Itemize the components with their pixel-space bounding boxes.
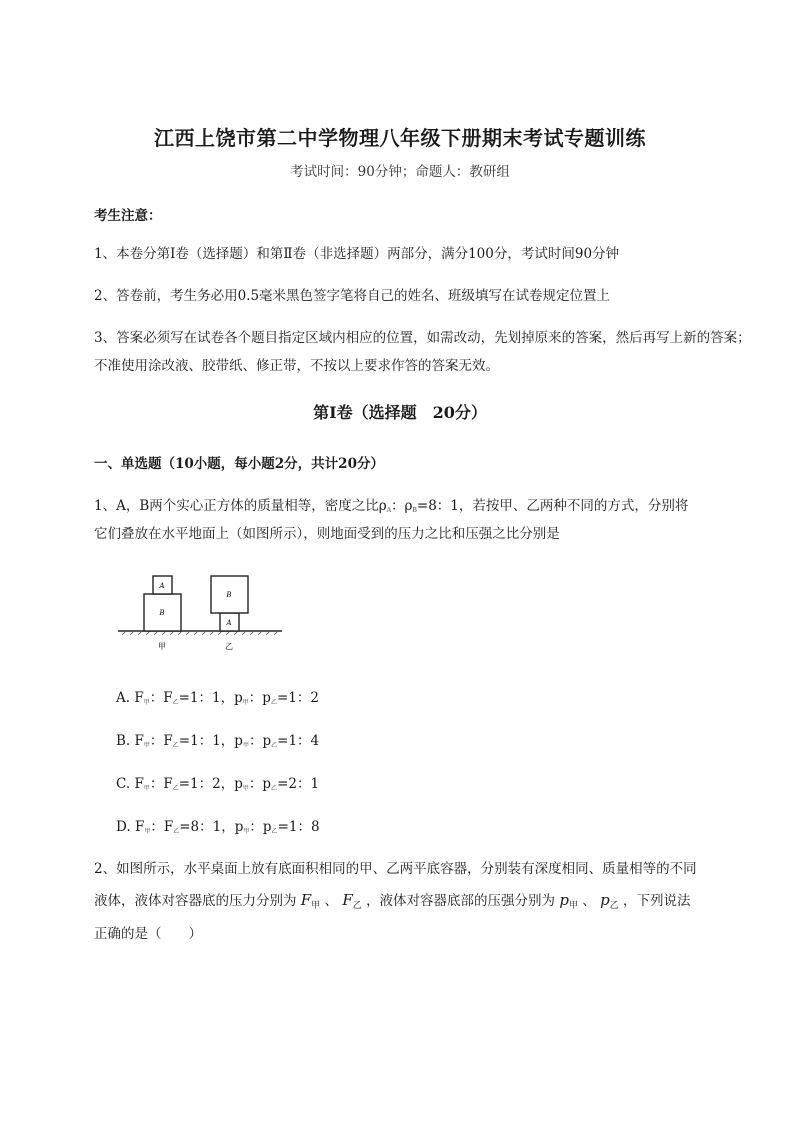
question-1-figure [116,572,286,658]
notice-item-1: 1、本卷分第I卷（选择题）和第Ⅱ卷（非选择题）两部分，满分100分，考试时间90分钟 [94,246,620,262]
exam-subtitle: 考试时间：90分钟；命题人：教研组 [290,164,510,180]
option-d[interactable]: D. $F_甲$：$F_乙=8$：1，$p_甲$：$p_乙=1$：8 [116,819,320,835]
question-2-line-1: 2、如图所示，水平桌面上放有底面积相同的甲、乙两平底容器，分别装有深度相同、质量相等的不同 [94,861,697,877]
jia-block-a-label: A [159,582,165,590]
yi-block-b-label: B [226,591,232,599]
notice-item-3: 3、答案必须写在试卷各个题目指定区域内相应的位置，如需改动，先划掉原来的答案，然后再写上新的答案；不准使用涂改液、胶带纸、修正带，不按以上要求作答的答案无效。 [94,330,751,374]
symbol-f-jia: $F_甲$ [300,891,321,911]
option-c[interactable]: C. $F_甲$：$F_乙=1$：2，$p_甲$：$p_乙=2$：1 [116,776,320,792]
part-heading: 一、单选题（10小题，每小题2分，共计20分） [94,456,384,472]
option-b[interactable]: B. $F_甲$：$F_乙=1$：1，$p_甲$：$p_乙=1$：4 [116,733,320,749]
symbol-p-yi: $p_乙$ [600,891,619,911]
symbol-f-yi: $F_乙$ [342,891,362,911]
section-title: 第I卷（选择题 20分） [313,403,487,422]
yi-block-a-label: A [226,619,232,627]
q1-text-c: =8：1，若按甲、乙两种不同的方式，分别将 [416,498,689,514]
question-1-line-2: 它们叠放在水平地面上（如图所示），则地面受到的压力之比和压强之比分别是 [94,526,560,542]
question-2-line-2: 液体，液体对容器底的压力分别为 $F_甲$ 、 $F_乙$ ，液体对容器底部的压强分别为 $p_甲$ 、 $p_乙$ ，下列说法 [94,891,691,911]
symbol-p-jia: $p_甲$ [559,891,578,911]
figure-label-yi: 乙 [225,642,233,651]
stacked-blocks-diagram [116,572,286,654]
option-a[interactable]: A. $F_甲$：$F_乙=1$：1，$p_甲$：$p_乙=1$：2 [116,690,319,706]
rho-a-subscript: A [386,507,392,514]
question-2-line-3: 正确的是（ ） [94,926,202,942]
rho-b-subscript: B [412,507,417,514]
figure-label-jia: 甲 [158,642,166,651]
exam-title: 江西上饶市第二中学物理八年级下册期末考试专题训练 [154,126,646,150]
notice-heading: 考生注意： [94,208,162,224]
q1-text-b: ：ρ [391,498,413,514]
notice-item-2: 2、答卷前，考生务必用0.5毫米黑色签字笔将自己的姓名、班级填写在试卷规定位置上 [94,288,611,304]
q1-text-a: 1、A，B两个实心正方体的质量相等，密度之比ρ [94,498,387,514]
jia-block-b-label: B [159,609,165,617]
